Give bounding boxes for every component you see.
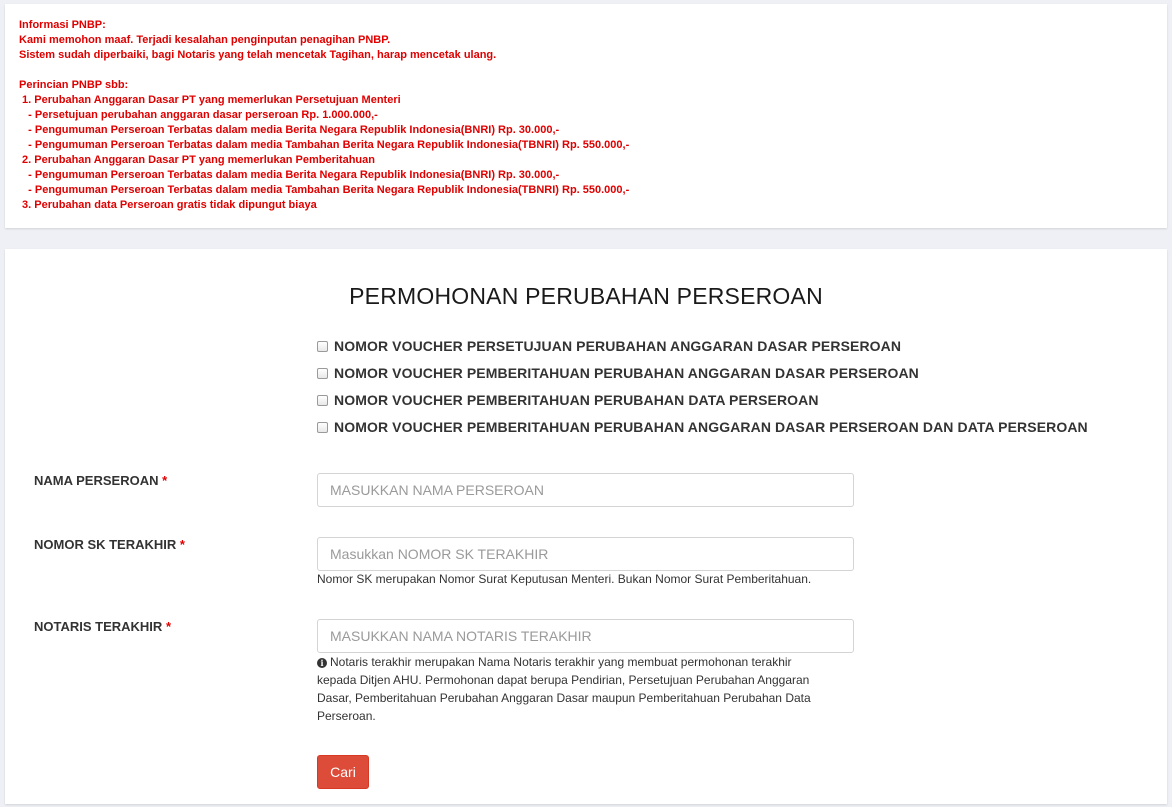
- nama-perseroan-input[interactable]: [317, 473, 854, 507]
- checkbox-voucher-persetujuan-ad[interactable]: [317, 337, 901, 355]
- info-line: Perincian PNBP sbb:: [19, 79, 129, 91]
- notaris-label: [34, 619, 171, 634]
- checkbox-voucher-pemberitahuan-data[interactable]: [317, 391, 819, 409]
- info-line: 1. Perubahan Anggaran Dasar PT yang memerlukan Persetujuan Menteri: [19, 94, 401, 106]
- nomor-sk-label: [34, 537, 185, 552]
- permohonan-form-panel: [5, 249, 1167, 804]
- required-mark: *: [179, 537, 185, 552]
- page-title: PERMOHONAN PERUBAHAN PERSEROAN: [349, 283, 823, 309]
- nomor-sk-input[interactable]: [317, 537, 854, 571]
- info-line: Informasi PNBP:: [19, 19, 106, 31]
- checkbox-voucher-pemberitahuan-ad-data[interactable]: [317, 418, 1088, 436]
- required-mark: *: [162, 473, 168, 488]
- checkbox-label: NOMOR VOUCHER PERSETUJUAN PERUBAHAN ANGGARAN DASAR PERSEROAN: [334, 338, 902, 354]
- info-spacer: [19, 63, 629, 78]
- info-circle-icon: i: [317, 658, 327, 668]
- help-line: [317, 653, 811, 671]
- checkbox-voucher-pemberitahuan-ad[interactable]: [317, 364, 919, 382]
- pnbp-info-text: [19, 18, 629, 213]
- info-line: - Pengumuman Perseroan Terbatas dalam media Berita Negara Republik Indonesia(BNRI) Rp. 30.000,-: [19, 169, 560, 181]
- help-line-text: Notaris terakhir merupakan Nama Notaris terakhir yang membuat permohonan terakhir: [330, 655, 792, 669]
- checkbox-box[interactable]: [317, 341, 328, 352]
- field-label-text: NOMOR SK TERAKHIR: [34, 537, 177, 552]
- info-line: - Pengumuman Perseroan Terbatas dalam media Berita Negara Republik Indonesia(BNRI) Rp. 30.000,-: [19, 124, 560, 136]
- notaris-help-text: [317, 653, 811, 725]
- info-line: - Pengumuman Perseroan Terbatas dalam media Tambahan Berita Negara Republik Indonesia(TBNRI) Rp. 550.000,-: [19, 139, 630, 151]
- info-line: - Pengumuman Perseroan Terbatas dalam media Tambahan Berita Negara Republik Indonesia(TBNRI) Rp. 550.000,-: [19, 184, 630, 196]
- info-line: Sistem sudah diperbaiki, bagi Notaris yang telah mencetak Tagihan, harap mencetak ulang.: [19, 49, 497, 61]
- info-line: - Persetujuan perubahan anggaran dasar perseroan Rp. 1.000.000,-: [19, 109, 378, 121]
- field-label-text: NAMA PERSEROAN: [34, 473, 159, 488]
- nomor-sk-help-text: Nomor SK merupakan Nomor Surat Keputusan Menteri. Bukan Nomor Surat Pemberitahuan.: [317, 572, 812, 586]
- info-line: 2. Perubahan Anggaran Dasar PT yang memerlukan Pemberitahuan: [19, 154, 375, 166]
- checkbox-label: NOMOR VOUCHER PEMBERITAHUAN PERUBAHAN DATA PERSEROAN: [334, 392, 819, 408]
- pnbp-info-panel: [5, 4, 1167, 228]
- required-mark: *: [165, 619, 171, 634]
- checkbox-box[interactable]: [317, 422, 328, 433]
- checkbox-box[interactable]: [317, 368, 328, 379]
- notaris-input[interactable]: [317, 619, 854, 653]
- checkbox-label: NOMOR VOUCHER PEMBERITAHUAN PERUBAHAN ANGGARAN DASAR PERSEROAN DAN DATA PERSEROAN: [334, 419, 1088, 435]
- checkbox-box[interactable]: [317, 395, 328, 406]
- help-line: Dasar, Pemberitahuan Perubahan Anggaran Dasar maupun Pemberitahuan Perubahan Data: [317, 691, 811, 705]
- info-line: 3. Perubahan data Perseroan gratis tidak dipungut biaya: [19, 199, 317, 211]
- field-label-text: NOTARIS TERAKHIR: [34, 619, 163, 634]
- info-line: Kami memohon maaf. Terjadi kesalahan penginputan penagihan PNBP.: [19, 34, 391, 46]
- search-button[interactable]: Cari: [317, 755, 369, 789]
- help-line: Perseroan.: [317, 709, 376, 723]
- nama-perseroan-label: [34, 473, 167, 488]
- help-line: kepada Ditjen AHU. Permohonan dapat berupa Pendirian, Persetujuan Perubahan Anggaran: [317, 673, 810, 687]
- checkbox-label: NOMOR VOUCHER PEMBERITAHUAN PERUBAHAN ANGGARAN DASAR PERSEROAN: [334, 365, 919, 381]
